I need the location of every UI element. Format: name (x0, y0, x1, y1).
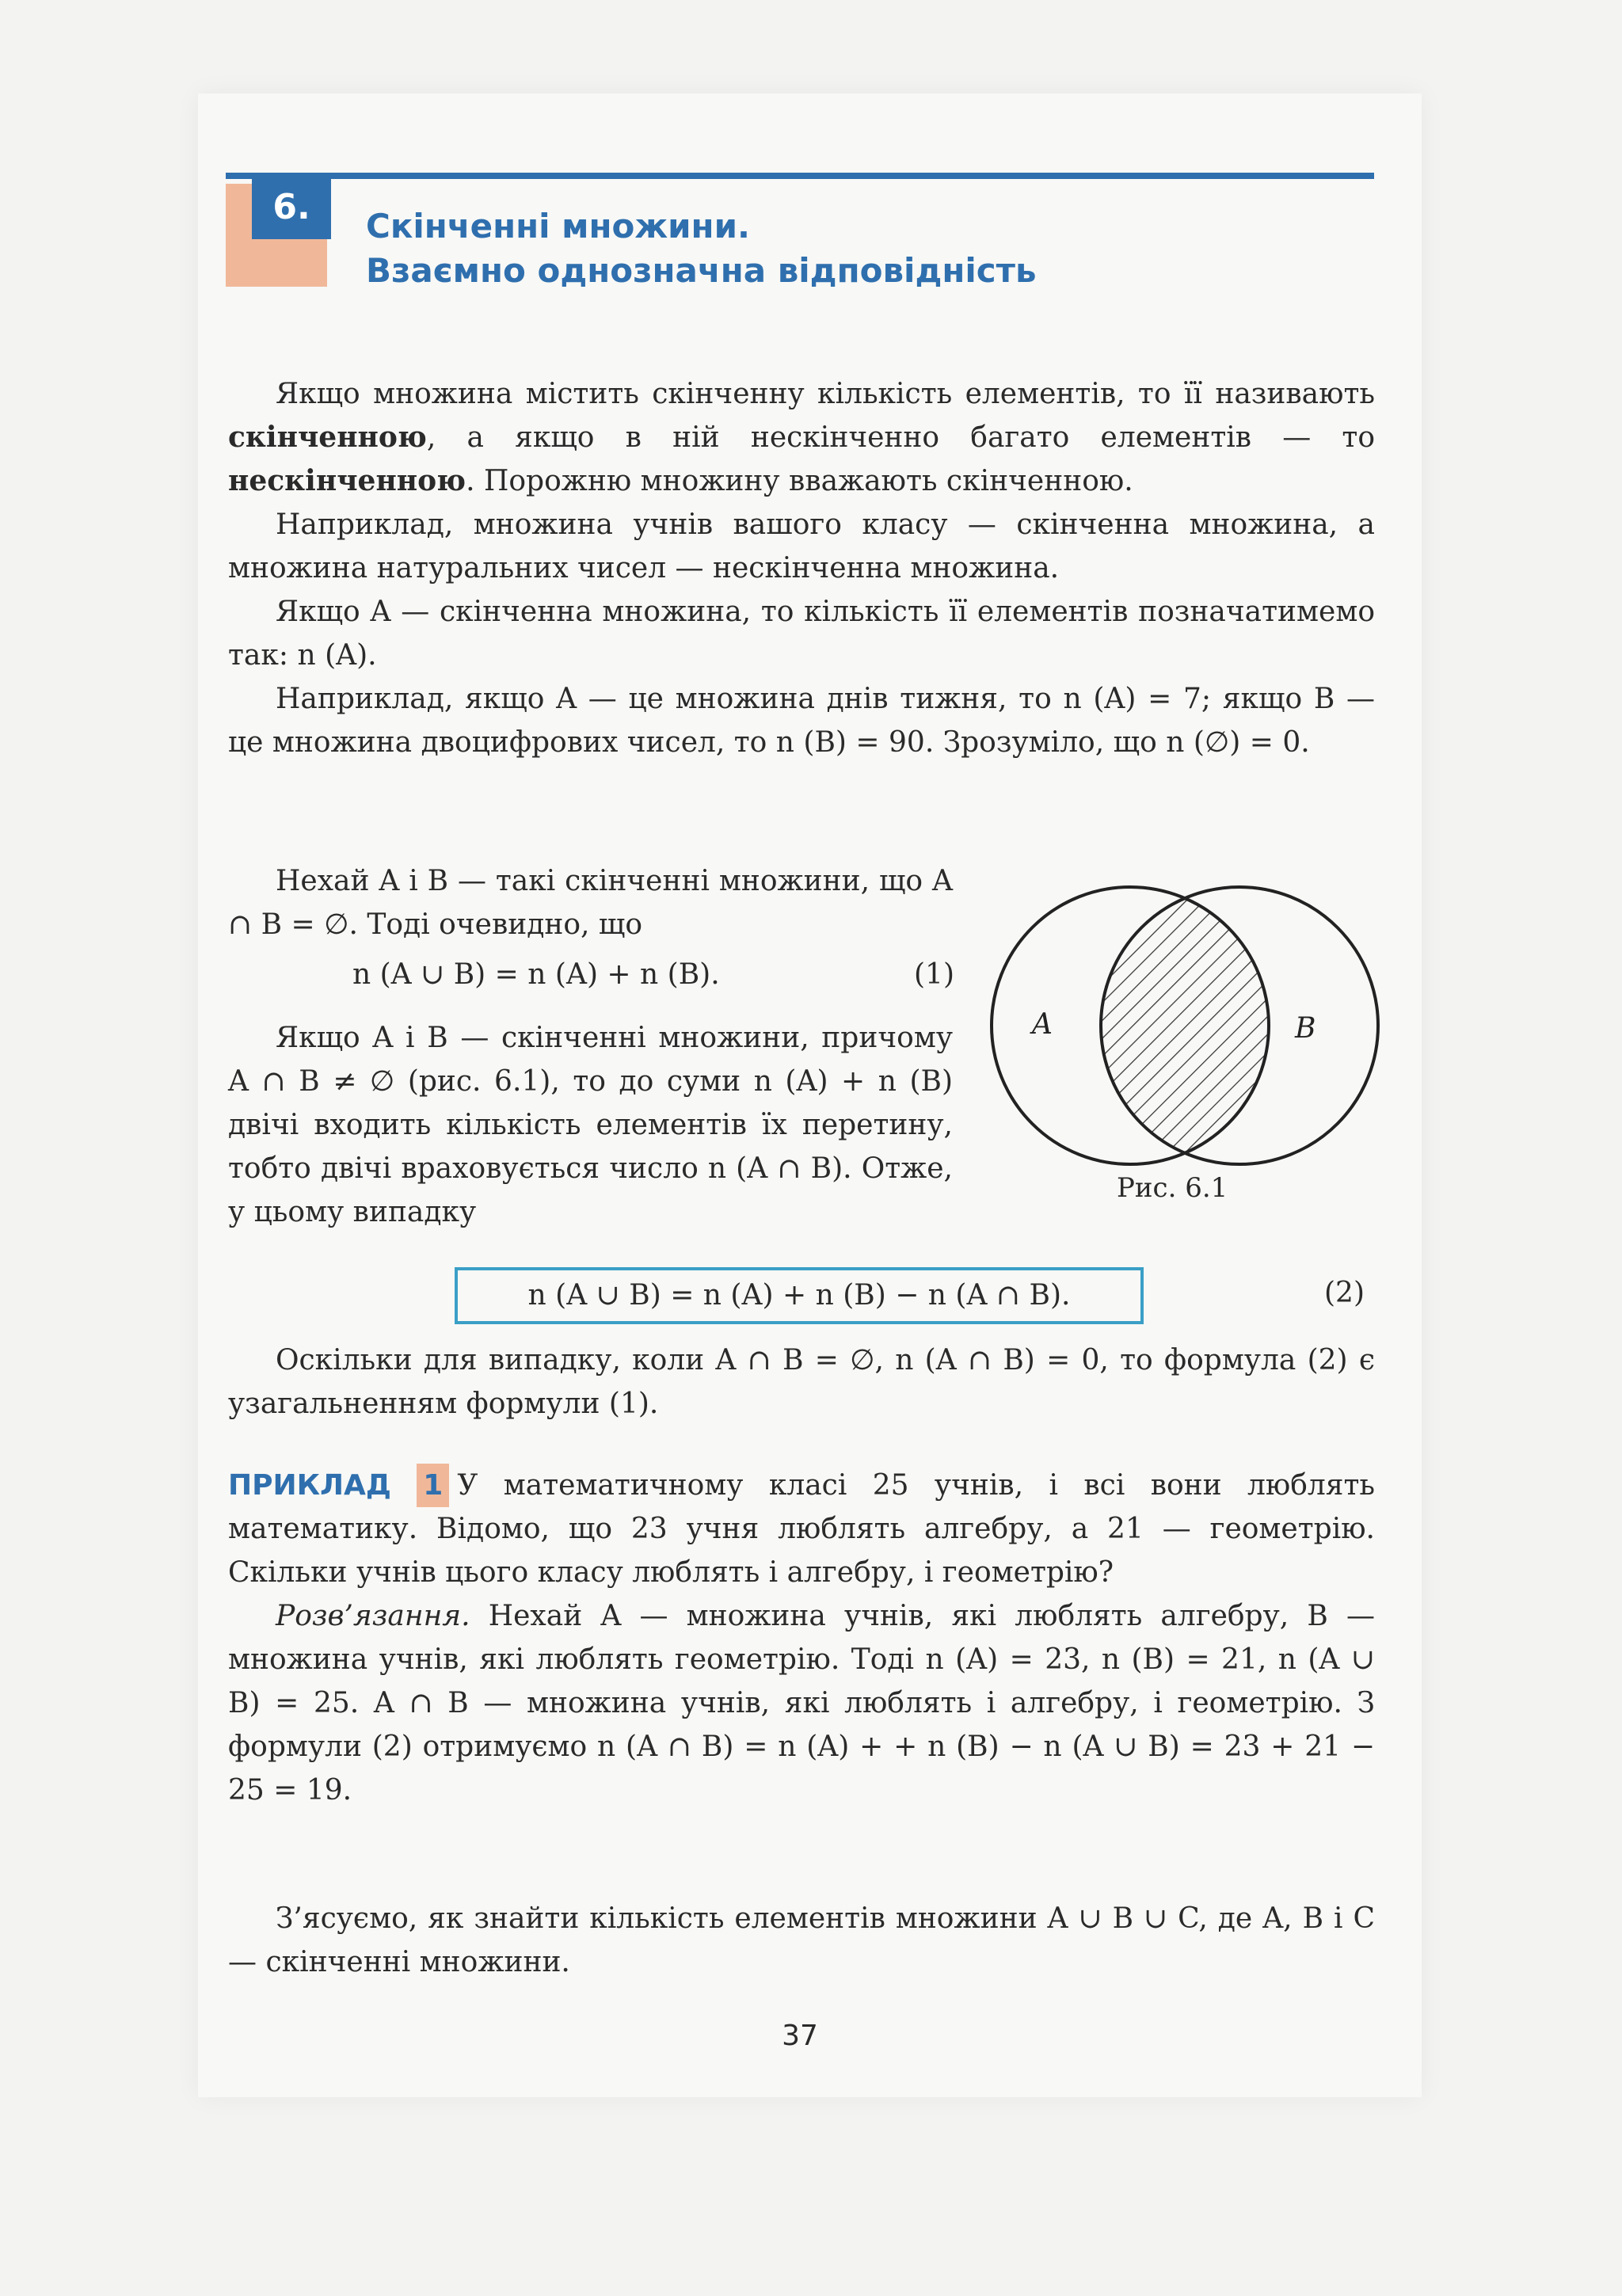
example-1 (228, 1464, 1375, 1812)
paragraph-7 (228, 1338, 1375, 1426)
p1-text-a: Якщо множина містить скінченну кількість елементів, то її називають (276, 378, 1375, 410)
venn-diagram (978, 875, 1390, 1176)
formula-1-text: n (A ∪ B) = n (A) + n (B). (352, 958, 720, 991)
example-solution (228, 1594, 1375, 1812)
formula-2: n (A ∪ B) = n (A) + n (B) − n (A ∩ B). (455, 1267, 1144, 1324)
solution-label: Розв’язання. (276, 1600, 470, 1632)
section-title (366, 204, 1316, 293)
intro-text (228, 372, 1375, 764)
paragraph-5 (228, 859, 953, 946)
paragraph-6 (228, 1016, 953, 1234)
paragraph-2: Наприклад, множина учнів вашого класу — скінченна множина, а множина натуральних чисел — нескінченна множина. (228, 508, 1375, 584)
figure-caption: Рис. 6.1 (1117, 1172, 1228, 1204)
section-title-line2: Взаємно однозначна відповідність (366, 251, 1037, 290)
page-number: 37 (782, 2020, 818, 2052)
term-infinite: нескінченною (228, 464, 466, 497)
paragraph-7-text: Оскільки для випадку, коли A ∩ B = ∅, n (A ∩ B) = 0, то формула (2) є узагальненням формули (1). (228, 1344, 1375, 1420)
paragraph-1 (228, 372, 1375, 503)
closing-paragraph (228, 1897, 1375, 1984)
paragraph-4: Наприклад, якщо A — це множина днів тижня, то n (A) = 7; якщо B — це множина двоцифрових чисел, то n (B) = 90. Зрозуміло, що n (∅) = 0. (228, 683, 1375, 759)
formula-1 (352, 953, 954, 996)
example-label: ПРИКЛАД (228, 1469, 391, 1502)
example-text: У математичному класі 25 учнів, і всі вони люблять математику. Відомо, що 23 учня люблять алгебру, а 21 — геометрію. Скільки учнів цього класу люблять і алгебру, і геометрію? (228, 1469, 1375, 1589)
formula-2-tag: (2) (1324, 1277, 1365, 1309)
solution-text: Нехай A — множина учнів, які люблять алгебру, B — множина учнів, які люблять геометрію. Тоді n (A) = 23, n (B) = 21, n (A ∪ B) = 25. A ∩ B — множина учнів, які люблять і алгебру, і геометрію. З формули (2) отримуємо n (A ∩ B) = n (A) + + n (B) − n (A ∪ B) = 23 + 21 − 25 = 19. (228, 1600, 1375, 1807)
formula-1-tag: (1) (914, 958, 954, 991)
example-number: 1 (417, 1464, 449, 1507)
paragraph-3: Якщо A — скінченна множина, то кількість її елементів позначатимемо так: n (A). (228, 596, 1375, 672)
example-statement (228, 1464, 1375, 1594)
paragraph-5-text: Нехай A і B — такі скінченні множини, що A ∩ B = ∅. Тоді очевидно, що (228, 865, 953, 941)
header-rule (226, 173, 1374, 179)
section-title-line1: Скінченні множини. (366, 207, 750, 246)
section-number: 6. (252, 176, 331, 239)
label-b: B (1295, 1012, 1316, 1045)
p1-text-c: , а якщо в ній нескінченно багато елементів — то (426, 421, 1375, 454)
term-finite: скінченною (228, 421, 427, 454)
p1-text-e: . Порожню множину вважають скінченною. (466, 465, 1133, 497)
paragraph-6-text: Якщо A і B — скінченні множини, причому A ∩ B ≠ ∅ (рис. 6.1), то до суми n (A) + n (B) двічі входить кількість елементів їх перетину, тобто двічі враховується число n (A ∩ B). Отже, у цьому випадку (228, 1022, 953, 1228)
label-a: A (1032, 1008, 1053, 1041)
closing-text: З’ясуємо, як знайти кількість елементів множини A ∪ B ∪ C, де A, B і C — скінченні множини. (228, 1902, 1375, 1978)
